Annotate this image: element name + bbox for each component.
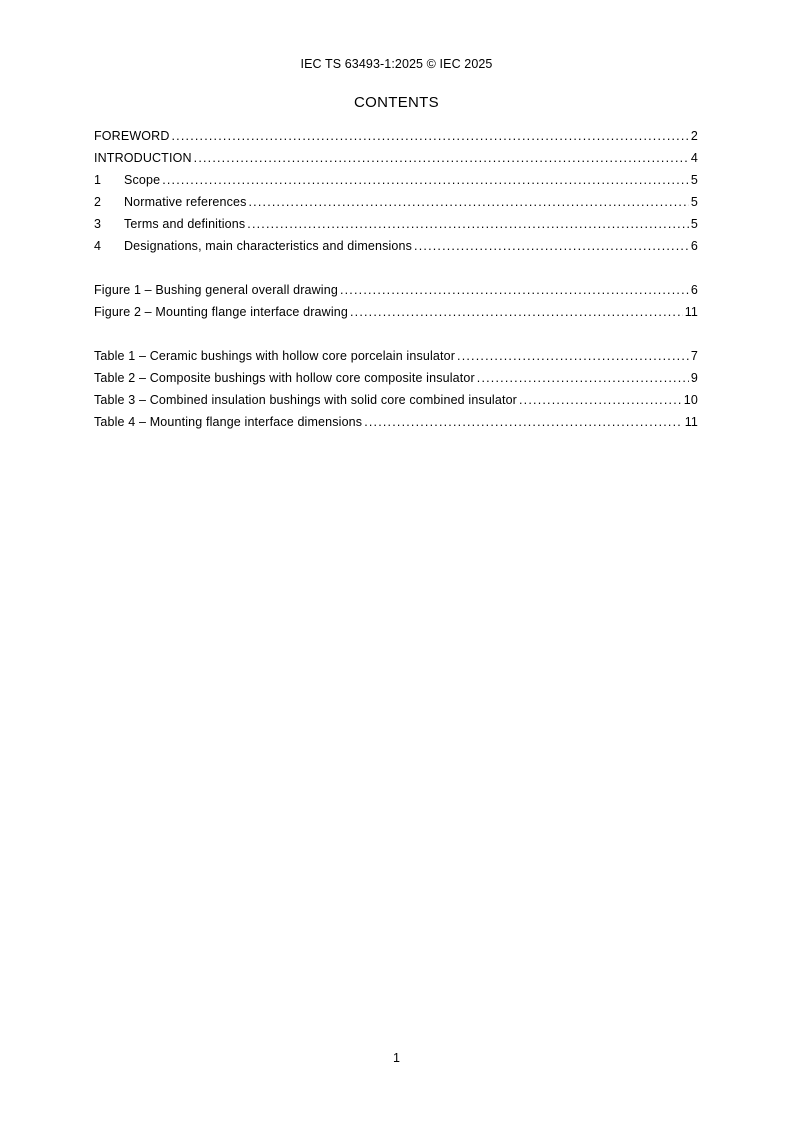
toc-entry-label: Figure 1 – Bushing general overall drawing [94,283,338,297]
toc-entry-page: 9 [690,371,698,385]
toc-entry-label: Terms and definitions [124,217,246,231]
dot-leader [172,125,689,147]
toc-entry-scope[interactable] [94,169,698,191]
toc-entry-foreword[interactable] [94,125,698,147]
toc-entry-page: 11 [684,415,698,429]
toc-entry-page: 5 [690,173,698,187]
toc-tables-list [94,345,698,433]
toc-entry-label: Table 2 – Composite bushings with hollow core composite insulator [94,371,475,385]
dot-leader [350,301,683,323]
dot-leader [519,389,682,411]
toc-entry-table-1[interactable] [94,345,698,367]
toc-entry-table-4[interactable] [94,411,698,433]
dot-leader [162,169,689,191]
toc-entry-number: 1 [94,173,102,187]
toc-entry-introduction[interactable] [94,147,698,169]
toc-entry-label: INTRODUCTION [94,151,192,165]
toc-entry-label: FOREWORD [94,129,170,143]
toc-figures-list [94,279,698,323]
toc-entry-number: 4 [94,239,102,253]
toc-entry-page: 2 [690,129,698,143]
toc-entry-page: 6 [690,239,698,253]
toc-entry-designations[interactable] [94,235,698,257]
dot-leader [364,411,683,433]
dot-leader [457,345,689,367]
toc-entry-table-3[interactable] [94,389,698,411]
dot-leader [194,147,689,169]
toc-entry-page: 5 [690,195,698,209]
dot-leader [247,213,689,235]
toc-entry-label: Table 3 – Combined insulation bushings with solid core combined insulator [94,393,517,407]
toc-title: CONTENTS [354,94,439,111]
dot-leader [249,191,689,213]
dot-leader [340,279,689,301]
toc-entry-label: Table 1 – Ceramic bushings with hollow core porcelain insulator [94,349,456,363]
toc-entry-number: 3 [94,217,102,231]
toc-entry-page: 11 [684,305,698,319]
toc-entry-label: Designations, main characteristics and dimensions [124,239,413,253]
toc-entry-figure-1[interactable] [94,279,698,301]
toc-entry-normative-references[interactable] [94,191,698,213]
toc-entry-page: 5 [690,217,698,231]
toc-main-list [94,125,698,257]
page-number: 1 [393,1051,400,1065]
toc-entry-label: Table 4 – Mounting flange interface dimensions [94,415,363,429]
toc-entry-terms-and-definitions[interactable] [94,213,698,235]
toc-entry-label: Figure 2 – Mounting flange interface drawing [94,305,348,319]
toc-entry-page: 10 [683,393,698,407]
toc-entry-label: Normative references [124,195,247,209]
toc-entry-label: Scope [124,173,161,187]
dot-leader [414,235,689,257]
toc-entry-number: 2 [94,195,102,209]
toc-entry-page: 7 [690,349,698,363]
toc-entry-page: 6 [690,283,698,297]
toc-entry-page: 4 [690,151,698,165]
page-header: IEC TS 63493-1:2025 © IEC 2025 [300,57,493,71]
toc-entry-figure-2[interactable] [94,301,698,323]
toc-entry-table-2[interactable] [94,367,698,389]
dot-leader [477,367,689,389]
